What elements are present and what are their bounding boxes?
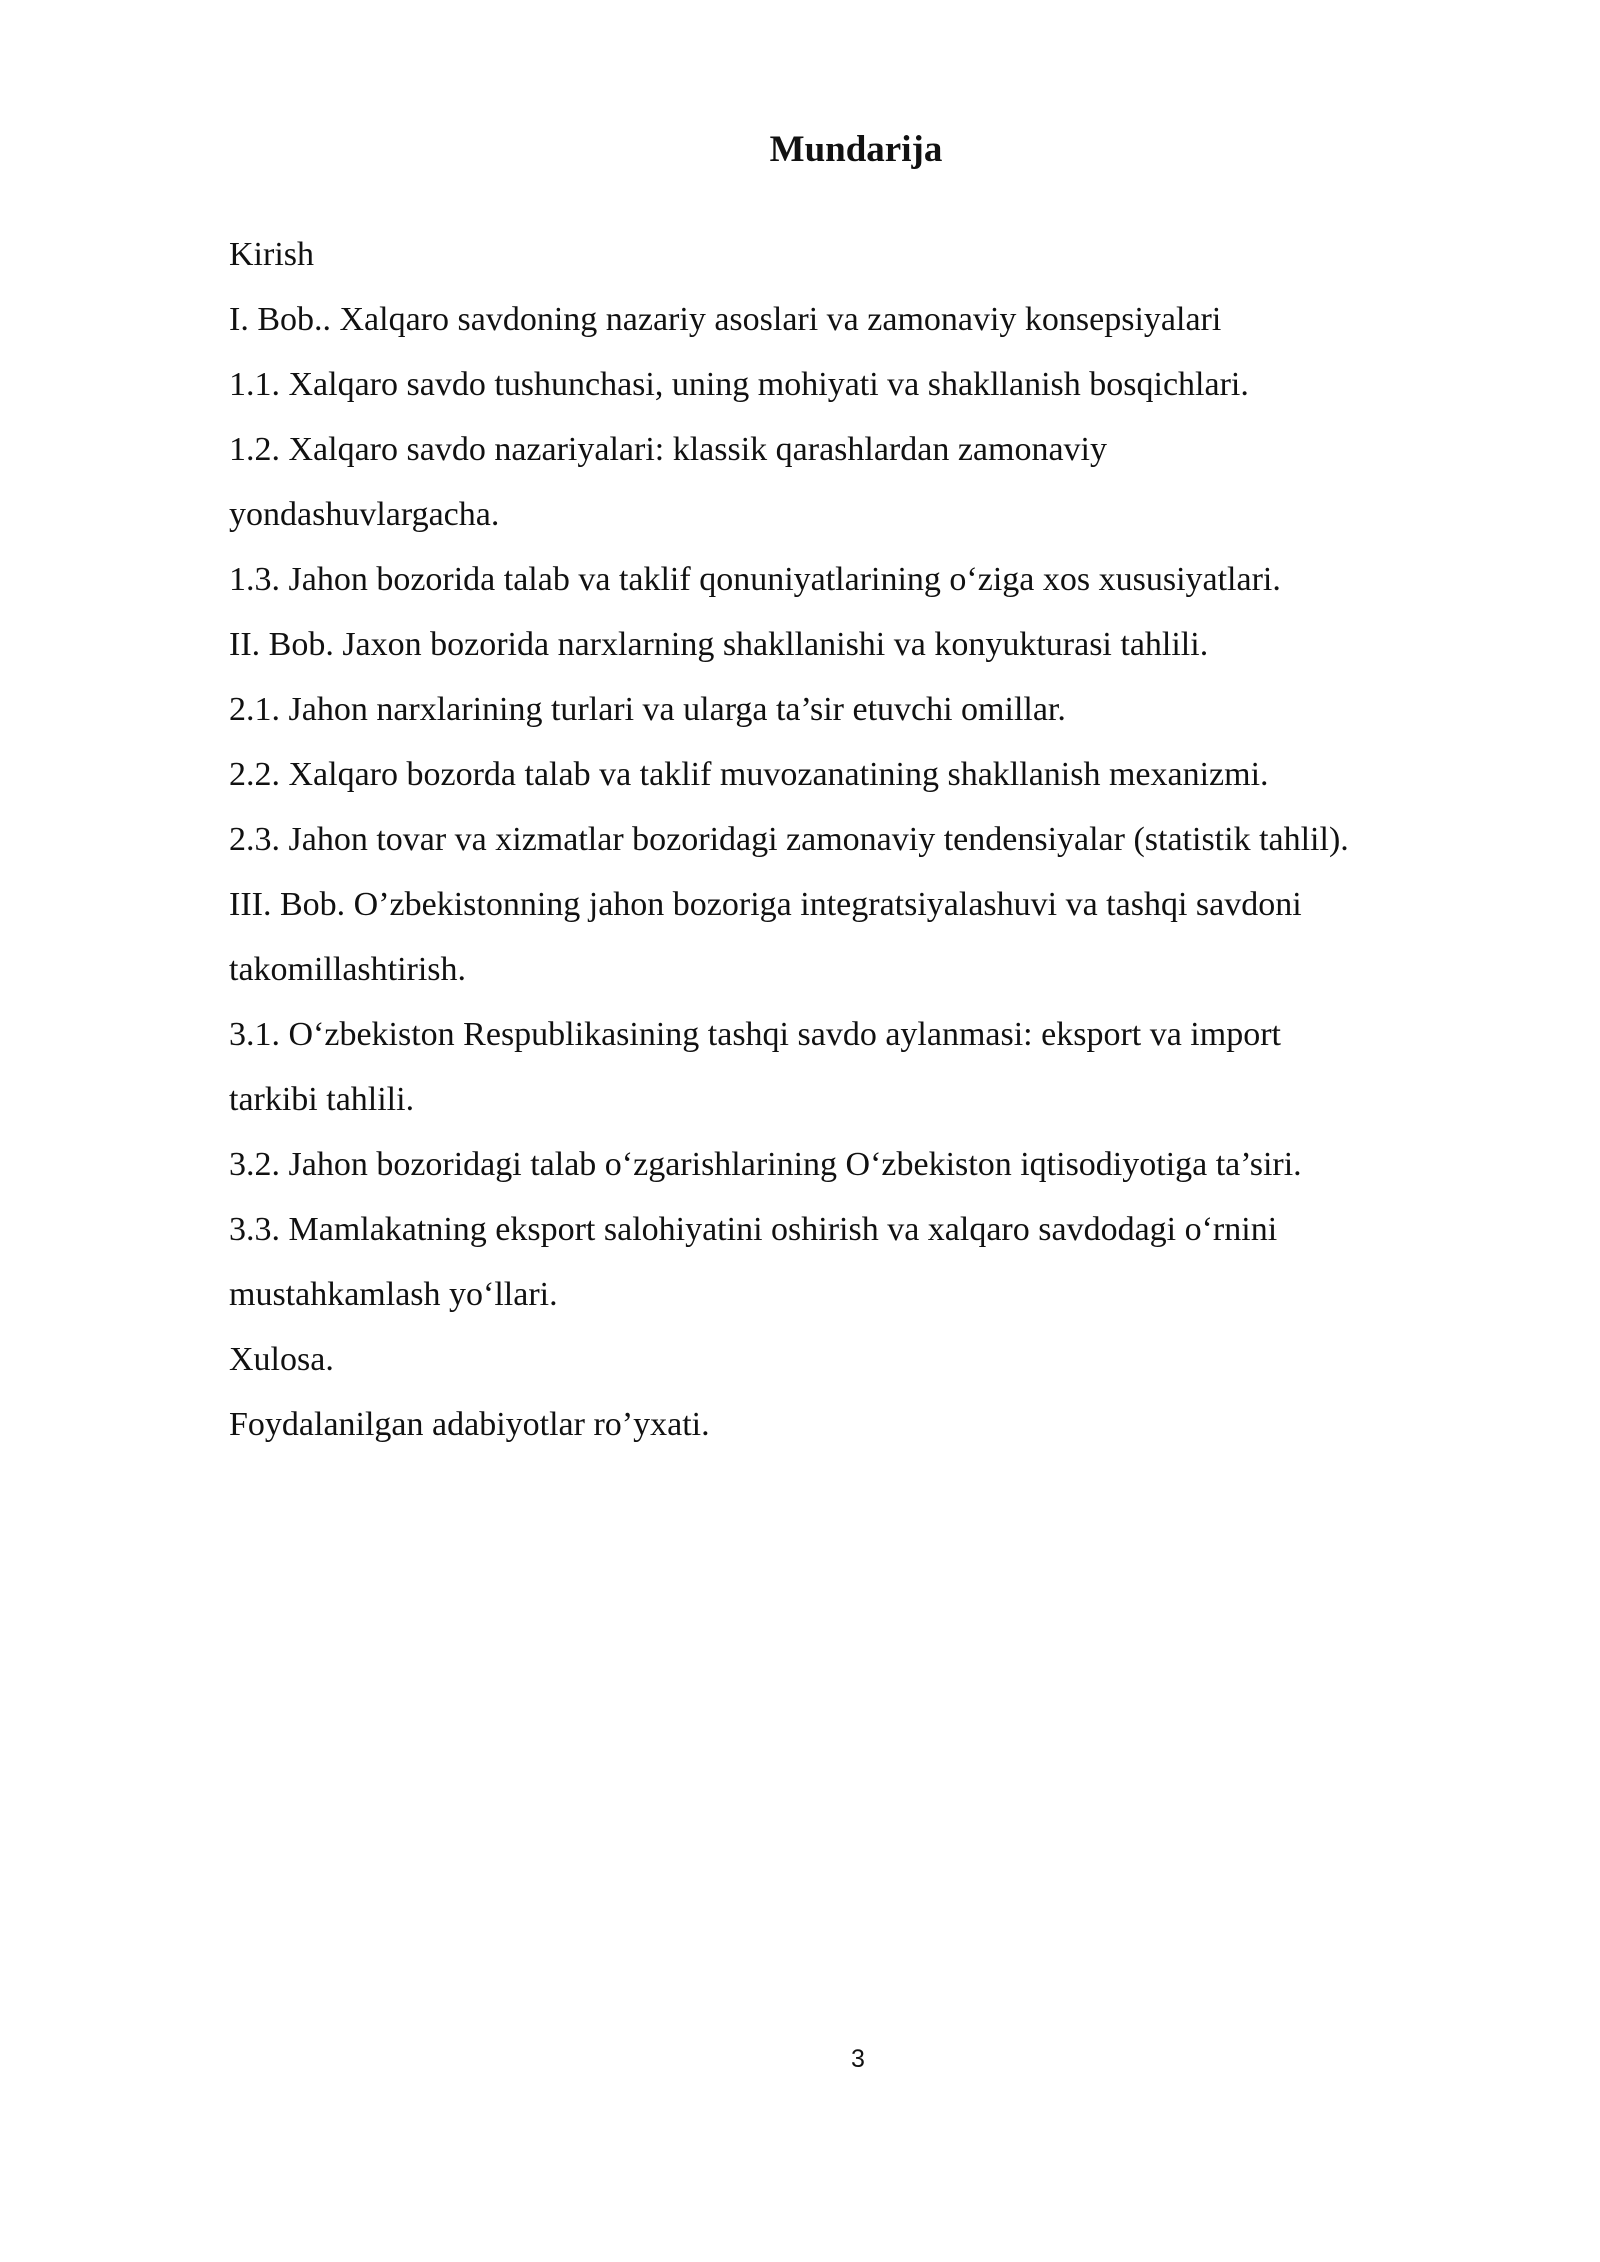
toc-line: 1.1. Xalqaro savdo tushunchasi, uning mohiyati va shakllanish bosqichlari.: [229, 366, 1249, 403]
toc-line: 3.1. O‘zbekiston Respublikasining tashqi savdo aylanmasi: eksport va import: [229, 1016, 1281, 1053]
toc-line: Xulosa.: [229, 1341, 334, 1378]
toc-line: tarkibi tahlili.: [229, 1081, 415, 1118]
page-number: 3: [851, 2045, 865, 2073]
toc-line: mustahkamlash yo‘llari.: [229, 1276, 558, 1313]
toc-line: Foydalanilgan adabiyotlar ro’yxati.: [229, 1406, 710, 1443]
toc-line: III. Bob. O’zbekistonning jahon bozoriga integratsiyalashuvi va tashqi savdoni: [229, 886, 1302, 923]
toc-line: yondashuvlargacha.: [229, 496, 500, 533]
toc-line: 3.2. Jahon bozoridagi talab o‘zgarishlarining O‘zbekiston iqtisodiyotiga ta’siri.: [229, 1146, 1302, 1183]
table-of-contents: [229, 222, 1529, 1457]
toc-line: takomillashtirish.: [229, 951, 467, 988]
toc-line: 1.2. Xalqaro savdo nazariyalari: klassik qarashlardan zamonaviy: [229, 431, 1108, 468]
toc-line: 1.3. Jahon bozorida talab va taklif qonuniyatlarining o‘ziga xos xususiyatlari.: [229, 561, 1281, 598]
page-title: Mundarija: [769, 129, 943, 170]
toc-line: Kirish: [229, 236, 314, 273]
toc-line: 3.3. Mamlakatning eksport salohiyatini oshirish va xalqaro savdodagi o‘rnini: [229, 1211, 1278, 1248]
toc-line: II. Bob. Jaxon bozorida narxlarning shakllanishi va konyukturasi tahlili.: [229, 626, 1209, 663]
toc-line: 2.2. Xalqaro bozorda talab va taklif muvozanatining shakllanish mexanizmi.: [229, 756, 1269, 793]
toc-line: I. Bob.. Xalqaro savdoning nazariy asoslari va zamonaviy konsepsiyalari: [229, 301, 1222, 338]
toc-line: 2.1. Jahon narxlarining turlari va ularga ta’sir etuvchi omillar.: [229, 691, 1066, 728]
toc-line: 2.3. Jahon tovar va xizmatlar bozoridagi zamonaviy tendensiyalar (statistik tahlil).: [229, 821, 1349, 858]
